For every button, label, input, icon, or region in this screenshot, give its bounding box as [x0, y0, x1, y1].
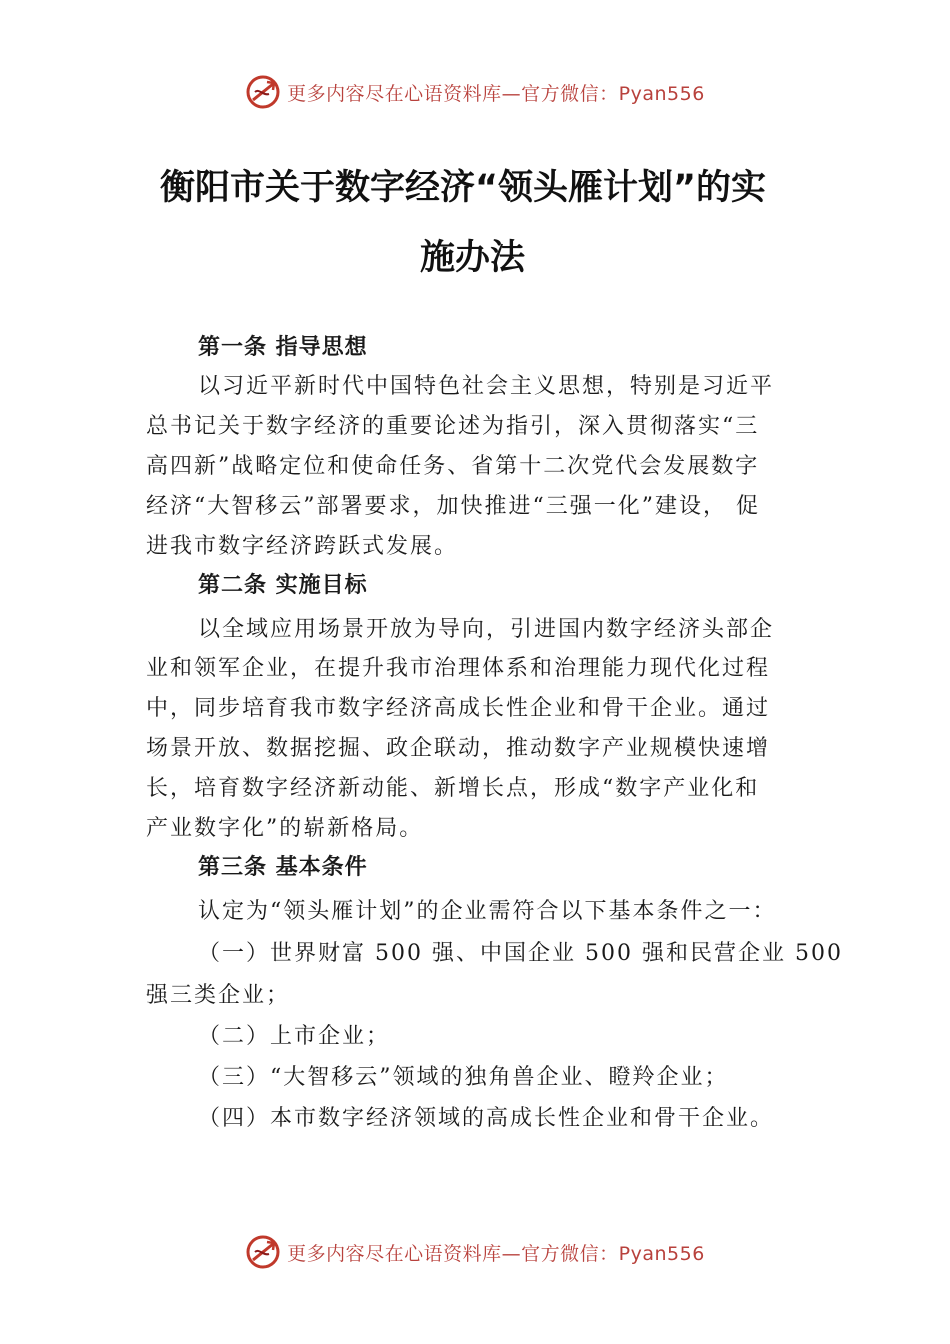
list-item: （四）本市数字经济领域的高成长性企业和骨干企业。 [198, 1106, 775, 1131]
body-line: 产业数字化”的崭新格局。 [146, 816, 424, 841]
body-line: 长，培育数字经济新动能、新增长点，形成“数字产业化和 [146, 776, 760, 801]
list-item: （一）世界财富 500 强、中国企业 500 强和民营企业 500 [198, 941, 843, 966]
body-line: 以全域应用场景开放为导向，引进国内数字经济头部企 [198, 617, 775, 642]
body-line: 业和领军企业，在提升我市治理体系和治理能力现代化过程 [146, 656, 771, 681]
body-line: 进我市数字经济跨跃式发展。 [146, 534, 459, 559]
body-line: 中，同步培育我市数字经济高成长性企业和骨干企业。通过 [146, 696, 771, 721]
banner-text: 更多内容尽在心语资料库—官方微信：Pyan556 [287, 1242, 705, 1265]
body-line: 以习近平新时代中国特色社会主义思想，特别是习近平 [198, 374, 775, 399]
article-heading: 第一条 指导思想 [198, 335, 368, 360]
header-banner [0, 72, 950, 112]
body-line: 经济“大智移云”部署要求，加快推进“三强一化”建设， 促 [146, 494, 760, 519]
article-heading: 第二条 实施目标 [198, 573, 368, 598]
footer-banner [0, 1232, 950, 1272]
logo-icon [245, 1234, 281, 1270]
logo-icon [245, 74, 281, 110]
body-line: 总书记关于数字经济的重要论述为指引，深入贯彻落实“三 [146, 414, 760, 439]
body-line: 高四新”战略定位和使命任务、省第十二次党代会发展数字 [146, 454, 760, 479]
list-item: （三）“大智移云”领域的独角兽企业、瞪羚企业； [198, 1065, 729, 1090]
article-heading: 第三条 基本条件 [198, 855, 368, 880]
doc-title-line1: 衡阳市关于数字经济“领头雁计划”的实 [160, 168, 767, 208]
doc-title-line2: 施办法 [420, 238, 526, 278]
banner-text: 更多内容尽在心语资料库—官方微信：Pyan556 [287, 82, 705, 105]
body-line: 认定为“领头雁计划”的企业需符合以下基本条件之一： [198, 899, 777, 924]
list-item: （二）上市企业； [198, 1024, 391, 1049]
body-line: 场景开放、数据挖掘、政企联动，推动数字产业规模快速增 [146, 736, 771, 761]
list-item-continued: 强三类企业； [146, 983, 291, 1008]
